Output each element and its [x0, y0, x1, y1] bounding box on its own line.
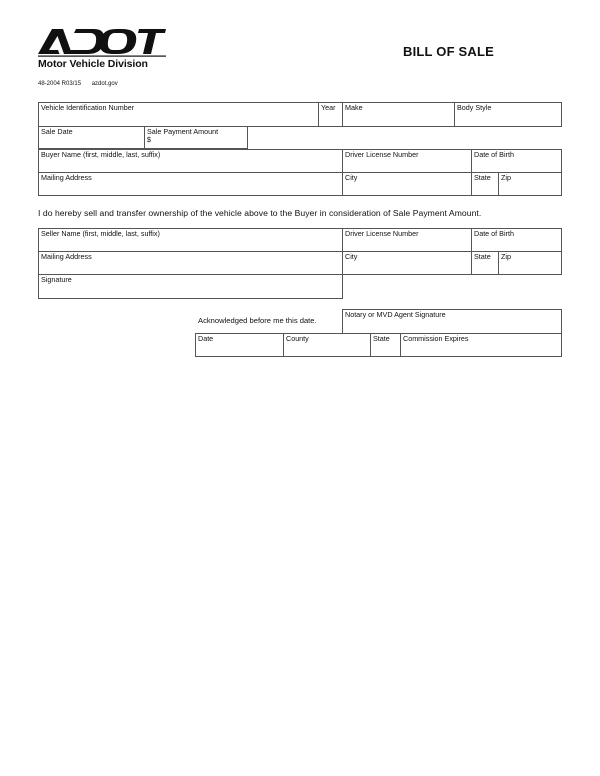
page-title: BILL OF SALE	[403, 44, 494, 59]
commission-expires-field[interactable]	[400, 333, 562, 357]
seller-city-label: City	[345, 252, 358, 261]
form-meta	[38, 81, 118, 87]
buyer-state-label: State	[474, 173, 491, 182]
sale-date-field[interactable]	[38, 126, 145, 149]
seller-address-field[interactable]	[38, 251, 343, 275]
buyer-dob-label: Date of Birth	[474, 150, 514, 159]
notary-state-field[interactable]	[370, 333, 401, 357]
declaration-text: I do hereby sell and transfer ownership of the vehicle above to the Buyer in consideration of Sale Payment Amount.	[38, 208, 482, 218]
seller-dob-field[interactable]	[471, 228, 562, 252]
acknowledged-text: Acknowledged before me this date.	[198, 316, 317, 325]
year-label: Year	[321, 103, 336, 112]
notary-county-field[interactable]	[283, 333, 371, 357]
seller-zip-label: Zip	[501, 252, 511, 261]
vin-field[interactable]	[38, 102, 319, 127]
sale-payment-field[interactable]	[144, 126, 248, 149]
make-label: Make	[345, 103, 363, 112]
seller-dl-label: Driver License Number	[345, 229, 419, 238]
adot-logo	[38, 27, 166, 71]
year-field[interactable]	[318, 102, 343, 127]
buyer-name-label: Buyer Name (first, middle, last, suffix)	[41, 150, 161, 159]
form-number: 48-2004 R03/15	[38, 81, 82, 87]
sale-payment-label: Sale Payment Amount	[147, 127, 219, 136]
seller-name-field[interactable]	[38, 228, 343, 252]
sale-date-label: Sale Date	[41, 127, 73, 136]
division-name: Motor Vehicle Division	[38, 58, 148, 70]
seller-zip-field[interactable]	[498, 251, 562, 275]
seller-dob-label: Date of Birth	[474, 229, 514, 238]
buyer-dl-label: Driver License Number	[345, 150, 419, 159]
seller-address-label: Mailing Address	[41, 252, 92, 261]
seller-state-label: State	[474, 252, 491, 261]
commission-expires-label: Commission Expires	[403, 334, 469, 343]
currency-symbol: $	[147, 137, 151, 144]
seller-state-field[interactable]	[471, 251, 499, 275]
notary-signature-field[interactable]	[342, 309, 562, 334]
body-style-field[interactable]	[454, 102, 562, 127]
buyer-name-field[interactable]	[38, 149, 343, 173]
notary-date-label: Date	[198, 334, 214, 343]
notary-signature-label: Notary or MVD Agent Signature	[345, 310, 446, 319]
website-link[interactable]: azdot.gov	[91, 81, 118, 87]
notary-county-label: County	[286, 334, 309, 343]
buyer-address-label: Mailing Address	[41, 173, 92, 182]
body-style-label: Body Style	[457, 103, 492, 112]
seller-name-label: Seller Name (first, middle, last, suffix)	[41, 229, 160, 238]
notary-state-label: State	[373, 334, 390, 343]
buyer-city-field[interactable]	[342, 172, 472, 196]
make-field[interactable]	[342, 102, 455, 127]
buyer-city-label: City	[345, 173, 358, 182]
seller-signature-field[interactable]	[38, 274, 343, 299]
notary-date-field[interactable]	[195, 333, 284, 357]
vin-label: Vehicle Identification Number	[41, 103, 135, 112]
buyer-zip-label: Zip	[501, 173, 511, 182]
buyer-state-field[interactable]	[471, 172, 499, 196]
buyer-dob-field[interactable]	[471, 149, 562, 173]
seller-dl-field[interactable]	[342, 228, 472, 252]
buyer-zip-field[interactable]	[498, 172, 562, 196]
buyer-address-field[interactable]	[38, 172, 343, 196]
seller-signature-label: Signature	[41, 275, 72, 284]
seller-city-field[interactable]	[342, 251, 472, 275]
buyer-dl-field[interactable]	[342, 149, 472, 173]
